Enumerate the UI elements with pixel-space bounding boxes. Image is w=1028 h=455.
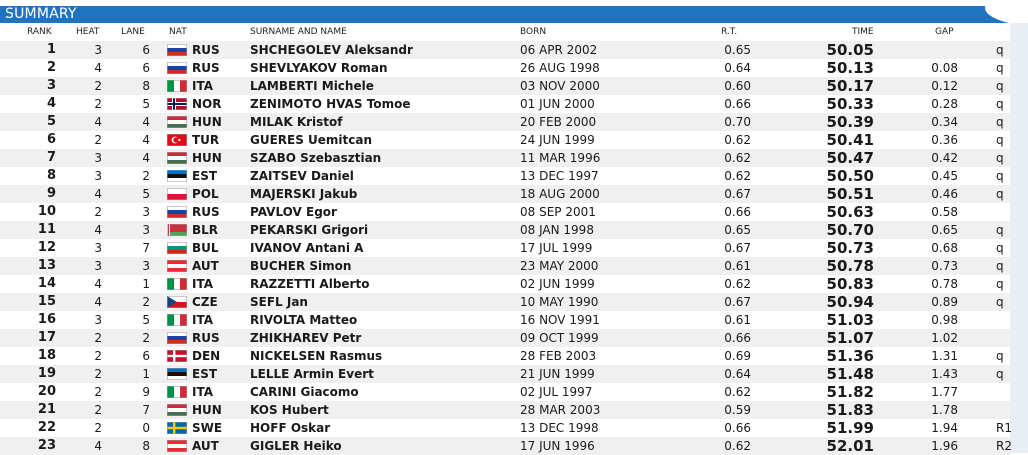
cell-lane: 1 (142, 367, 150, 381)
header-name: SURNAME AND NAME (250, 27, 347, 37)
cell-q: q (996, 367, 1004, 381)
cell-nat: BUL (192, 241, 219, 255)
cell-gap: 0.58 (931, 205, 958, 219)
cell-q: q (996, 241, 1004, 255)
cell-rt: 0.66 (724, 421, 751, 435)
cell-rt: 0.66 (724, 205, 751, 219)
cell-time: 50.17 (826, 77, 874, 95)
flag-icon-nor (167, 98, 187, 110)
table-row (0, 95, 1010, 113)
cell-name: PEKARSKI Grigori (250, 223, 369, 237)
cell-born: 13 DEC 1998 (520, 421, 599, 435)
cell-born: 20 FEB 2000 (520, 115, 597, 129)
table-row (0, 365, 1010, 383)
cell-heat: 4 (94, 439, 102, 453)
cell-gap: 0.73 (931, 259, 958, 273)
cell-born: 24 JUN 1999 (520, 133, 595, 147)
cell-name: NICKELSEN Rasmus (250, 349, 383, 363)
cell-nat: RUS (192, 205, 220, 219)
cell-gap: 0.98 (931, 313, 958, 327)
cell-time: 50.94 (826, 293, 874, 311)
table-row (0, 149, 1010, 167)
cell-gap: 1.43 (931, 367, 958, 381)
cell-born: 03 NOV 2000 (520, 79, 600, 93)
cell-q: q (996, 115, 1004, 129)
cell-time: 50.70 (826, 221, 874, 239)
flag-icon-rus (167, 206, 187, 218)
cell-heat: 3 (94, 259, 102, 273)
cell-gap: 1.78 (931, 403, 958, 417)
flag-icon-hun (167, 116, 187, 128)
cell-lane: 3 (142, 205, 150, 219)
table-row (0, 347, 1010, 365)
header-heat: HEAT (76, 27, 100, 37)
cell-rt: 0.62 (724, 133, 751, 147)
flag-icon-ita (167, 314, 187, 326)
cell-time: 50.50 (826, 167, 874, 185)
flag-icon-bul (167, 242, 187, 254)
table-row (0, 167, 1010, 185)
cell-q: q (996, 169, 1004, 183)
cell-rt: 0.65 (724, 223, 751, 237)
cell-rank: 5 (46, 114, 56, 129)
cell-rank: 18 (37, 348, 56, 363)
cell-rank: 1 (46, 42, 56, 57)
cell-name: GIGLER Heiko (250, 439, 342, 453)
cell-rt: 0.61 (724, 259, 751, 273)
cell-lane: 6 (142, 349, 150, 363)
table-row (0, 239, 1010, 257)
cell-lane: 2 (142, 331, 150, 345)
results-table (0, 41, 1010, 455)
cell-heat: 2 (94, 403, 102, 417)
cell-time: 50.13 (826, 59, 874, 77)
cell-name: HOFF Oskar (250, 421, 331, 435)
cell-lane: 3 (142, 223, 150, 237)
cell-born: 28 MAR 2003 (520, 403, 601, 417)
flag-icon-hun (167, 404, 187, 416)
cell-name: SEFL Jan (250, 295, 308, 309)
cell-gap: 0.45 (931, 169, 958, 183)
flag-icon-ita (167, 386, 187, 398)
table-row (0, 329, 1010, 347)
cell-nat: POL (192, 187, 219, 201)
cell-rt: 0.62 (724, 151, 751, 165)
cell-heat: 2 (94, 205, 102, 219)
cell-name: ZAITSEV Daniel (250, 169, 354, 183)
cell-name: GUERES Uemitcan (250, 133, 373, 147)
cell-heat: 3 (94, 43, 102, 57)
summary-title: SUMMARY (5, 6, 77, 22)
cell-nat: ITA (192, 277, 214, 291)
cell-heat: 4 (94, 115, 102, 129)
cell-gap: 1.94 (931, 421, 958, 435)
table-row (0, 113, 1010, 131)
cell-q: q (996, 61, 1004, 75)
cell-rt: 0.66 (724, 331, 751, 345)
cell-time: 51.99 (826, 419, 874, 437)
cell-name: MILAK Kristof (250, 115, 343, 129)
cell-time: 51.07 (826, 329, 874, 347)
flag-icon-blr (167, 224, 187, 236)
cell-name: RAZZETTI Alberto (250, 277, 370, 291)
table-header (0, 23, 1028, 41)
cell-born: 17 JUN 1996 (520, 439, 595, 453)
cell-q: q (996, 187, 1004, 201)
cell-gap: 0.68 (931, 241, 958, 255)
cell-rt: 0.61 (724, 313, 751, 327)
table-row (0, 41, 1010, 59)
cell-born: 11 MAR 1996 (520, 151, 601, 165)
cell-rank: 16 (37, 312, 56, 327)
header-gap: GAP (935, 27, 954, 37)
cell-name: RIVOLTA Matteo (250, 313, 358, 327)
cell-lane: 8 (142, 79, 150, 93)
cell-nat: AUT (192, 259, 219, 273)
cell-name: ZHIKHAREV Petr (250, 331, 362, 345)
cell-name: MAJERSKI Jakub (250, 187, 358, 201)
cell-born: 17 JUL 1999 (520, 241, 593, 255)
cell-heat: 3 (94, 313, 102, 327)
cell-lane: 6 (142, 43, 150, 57)
cell-rank: 14 (37, 276, 56, 291)
cell-lane: 5 (142, 97, 150, 111)
cell-nat: TUR (192, 133, 220, 147)
cell-heat: 3 (94, 241, 102, 255)
cell-rt: 0.67 (724, 187, 751, 201)
cell-nat: ITA (192, 79, 214, 93)
cell-nat: EST (192, 169, 218, 183)
cell-time: 51.03 (826, 311, 874, 329)
cell-heat: 4 (94, 223, 102, 237)
flag-icon-tur (167, 134, 187, 146)
cell-nat: CZE (192, 295, 218, 309)
cell-time: 50.73 (826, 239, 874, 257)
cell-q: q (996, 43, 1004, 57)
cell-q: q (996, 79, 1004, 93)
cell-gap: 0.46 (931, 187, 958, 201)
cell-lane: 6 (142, 61, 150, 75)
banner-bar (0, 6, 1028, 23)
header-rt: R.T. (721, 27, 738, 37)
cell-born: 21 JUN 1999 (520, 367, 595, 381)
cell-rank: 20 (37, 384, 56, 399)
table-row (0, 257, 1010, 275)
flag-icon-aut (167, 440, 187, 452)
cell-born: 23 MAY 2000 (520, 259, 599, 273)
cell-gap: 0.89 (931, 295, 958, 309)
table-row (0, 275, 1010, 293)
cell-nat: SWE (192, 421, 223, 435)
cell-rt: 0.67 (724, 295, 751, 309)
header-rank: RANK (27, 27, 52, 37)
table-row (0, 419, 1010, 437)
flag-icon-est (167, 368, 187, 380)
flag-icon-rus (167, 332, 187, 344)
table-row (0, 59, 1010, 77)
cell-rt: 0.60 (724, 79, 751, 93)
table-row (0, 185, 1010, 203)
table-row (0, 383, 1010, 401)
cell-rank: 13 (37, 258, 56, 273)
cell-gap: 1.31 (931, 349, 958, 363)
cell-heat: 4 (94, 277, 102, 291)
cell-lane: 1 (142, 277, 150, 291)
cell-gap: 0.34 (931, 115, 958, 129)
cell-nat: RUS (192, 43, 220, 57)
summary-banner (0, 0, 1028, 23)
flag-icon-hun (167, 152, 187, 164)
flag-icon-pol (167, 188, 187, 200)
cell-heat: 2 (94, 367, 102, 381)
cell-rank: 23 (37, 438, 56, 453)
header-time: TIME (852, 27, 874, 37)
cell-nat: HUN (192, 403, 222, 417)
cell-time: 51.82 (826, 383, 874, 401)
cell-time: 50.39 (826, 113, 874, 131)
cell-rank: 17 (37, 330, 56, 345)
cell-lane: 2 (142, 169, 150, 183)
cell-rank: 19 (37, 366, 56, 381)
cell-heat: 2 (94, 331, 102, 345)
cell-rt: 0.62 (724, 169, 751, 183)
cell-born: 08 SEP 2001 (520, 205, 596, 219)
cell-heat: 4 (94, 295, 102, 309)
flag-icon-rus (167, 62, 187, 74)
cell-born: 10 MAY 1990 (520, 295, 599, 309)
cell-rank: 9 (46, 186, 56, 201)
cell-name: ZENIMOTO HVAS Tomoe (250, 97, 411, 111)
cell-gap: 0.78 (931, 277, 958, 291)
cell-born: 09 OCT 1999 (520, 331, 599, 345)
cell-gap: 1.02 (931, 331, 958, 345)
cell-born: 08 JAN 1998 (520, 223, 594, 237)
cell-heat: 3 (94, 151, 102, 165)
cell-q: q (996, 151, 1004, 165)
flag-icon-aut (167, 260, 187, 272)
cell-heat: 2 (94, 421, 102, 435)
cell-q: q (996, 223, 1004, 237)
cell-time: 50.47 (826, 149, 874, 167)
flag-icon-swe (167, 422, 187, 434)
cell-rank: 15 (37, 294, 56, 309)
cell-lane: 5 (142, 187, 150, 201)
cell-heat: 4 (94, 187, 102, 201)
flag-icon-cze (167, 296, 187, 308)
cell-rt: 0.62 (724, 385, 751, 399)
flag-icon-ita (167, 278, 187, 290)
table-row (0, 131, 1010, 149)
cell-born: 26 AUG 1998 (520, 61, 600, 75)
cell-name: IVANOV Antani A (250, 241, 364, 255)
cell-time: 50.63 (826, 203, 874, 221)
cell-nat: HUN (192, 115, 222, 129)
cell-born: 06 APR 2002 (520, 43, 598, 57)
header-nat: NAT (169, 27, 187, 37)
cell-born: 28 FEB 2003 (520, 349, 597, 363)
cell-nat: EST (192, 367, 218, 381)
cell-name: SZABO Szebasztian (250, 151, 382, 165)
cell-name: LAMBERTI Michele (250, 79, 374, 93)
flag-icon-den (167, 350, 187, 362)
cell-gap: 0.65 (931, 223, 958, 237)
table-row (0, 437, 1010, 455)
cell-name: BUCHER Simon (250, 259, 352, 273)
cell-time: 50.05 (826, 41, 874, 59)
cell-lane: 5 (142, 313, 150, 327)
header-lane: LANE (121, 27, 145, 37)
cell-name: KOS Hubert (250, 403, 329, 417)
cell-lane: 4 (142, 151, 150, 165)
cell-nat: RUS (192, 61, 220, 75)
cell-born: 02 JUL 1997 (520, 385, 593, 399)
flag-icon-ita (167, 80, 187, 92)
cell-name: CARINI Giacomo (250, 385, 359, 399)
cell-nat: NOR (192, 97, 222, 111)
table-row (0, 203, 1010, 221)
cell-lane: 7 (142, 241, 150, 255)
cell-rt: 0.70 (724, 115, 751, 129)
cell-q: q (996, 259, 1004, 273)
cell-heat: 4 (94, 61, 102, 75)
cell-rank: 4 (46, 96, 56, 111)
cell-time: 51.48 (826, 365, 874, 383)
cell-heat: 2 (94, 349, 102, 363)
cell-q: q (996, 277, 1004, 291)
side-panel (1010, 20, 1028, 453)
cell-rank: 22 (37, 420, 56, 435)
cell-nat: BLR (192, 223, 219, 237)
flag-icon-est (167, 170, 187, 182)
cell-time: 50.78 (826, 257, 874, 275)
cell-q: q (996, 349, 1004, 363)
cell-name: SHEVLYAKOV Roman (250, 61, 388, 75)
cell-rank: 7 (46, 150, 56, 165)
cell-rank: 21 (37, 402, 56, 417)
cell-rank: 2 (46, 60, 56, 75)
cell-lane: 9 (142, 385, 150, 399)
cell-born: 13 DEC 1997 (520, 169, 599, 183)
cell-q: R1 (996, 421, 1012, 435)
cell-gap: 0.36 (931, 133, 958, 147)
cell-name: SHCHEGOLEV Aleksandr (250, 43, 413, 57)
cell-lane: 0 (142, 421, 150, 435)
cell-nat: RUS (192, 331, 220, 345)
cell-rt: 0.66 (724, 97, 751, 111)
cell-nat: HUN (192, 151, 222, 165)
cell-lane: 4 (142, 115, 150, 129)
cell-lane: 4 (142, 133, 150, 147)
cell-rank: 8 (46, 168, 56, 183)
cell-time: 52.01 (826, 437, 874, 455)
cell-name: PAVLOV Egor (250, 205, 337, 219)
cell-q: q (996, 295, 1004, 309)
cell-gap: 0.12 (931, 79, 958, 93)
cell-rt: 0.64 (724, 367, 751, 381)
cell-rt: 0.59 (724, 403, 751, 417)
cell-nat: AUT (192, 439, 219, 453)
cell-rank: 6 (46, 132, 56, 147)
table-row (0, 401, 1010, 419)
table-row (0, 221, 1010, 239)
table-row (0, 311, 1010, 329)
cell-rt: 0.65 (724, 43, 751, 57)
cell-time: 51.36 (826, 347, 874, 365)
cell-rank: 12 (37, 240, 56, 255)
cell-q: q (996, 133, 1004, 147)
cell-rank: 3 (46, 78, 56, 93)
cell-rt: 0.67 (724, 241, 751, 255)
cell-gap: 0.08 (931, 61, 958, 75)
cell-rt: 0.62 (724, 439, 751, 453)
table-row (0, 293, 1010, 311)
table-row (0, 77, 1010, 95)
cell-lane: 8 (142, 439, 150, 453)
cell-time: 51.83 (826, 401, 874, 419)
cell-time: 50.41 (826, 131, 874, 149)
header-born: BORN (520, 27, 547, 37)
cell-q: R2 (996, 439, 1012, 453)
cell-lane: 2 (142, 295, 150, 309)
flag-icon-rus (167, 44, 187, 56)
cell-born: 01 JUN 2000 (520, 97, 595, 111)
cell-time: 50.83 (826, 275, 874, 293)
cell-gap: 1.77 (931, 385, 958, 399)
cell-rank: 10 (37, 204, 56, 219)
cell-rank: 11 (37, 222, 56, 237)
cell-gap: 0.28 (931, 97, 958, 111)
cell-born: 18 AUG 2000 (520, 187, 600, 201)
cell-q: q (996, 97, 1004, 111)
cell-born: 02 JUN 1999 (520, 277, 595, 291)
cell-heat: 2 (94, 133, 102, 147)
cell-rt: 0.69 (724, 349, 751, 363)
cell-born: 16 NOV 1991 (520, 313, 600, 327)
cell-nat: DEN (192, 349, 221, 363)
cell-nat: ITA (192, 385, 214, 399)
cell-rt: 0.64 (724, 61, 751, 75)
cell-heat: 2 (94, 385, 102, 399)
cell-heat: 2 (94, 97, 102, 111)
cell-rt: 0.62 (724, 277, 751, 291)
cell-lane: 7 (142, 403, 150, 417)
cell-name: LELLE Armin Evert (250, 367, 374, 381)
cell-nat: ITA (192, 313, 214, 327)
cell-time: 50.51 (826, 185, 874, 203)
cell-gap: 0.42 (931, 151, 958, 165)
cell-heat: 3 (94, 169, 102, 183)
cell-lane: 3 (142, 259, 150, 273)
cell-time: 50.33 (826, 95, 874, 113)
cell-gap: 1.96 (931, 439, 958, 453)
cell-heat: 2 (94, 79, 102, 93)
